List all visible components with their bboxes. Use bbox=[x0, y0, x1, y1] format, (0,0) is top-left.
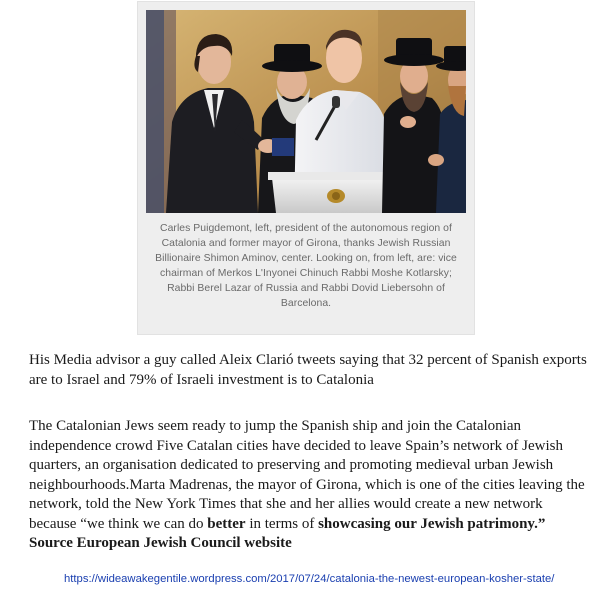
photo-figure bbox=[137, 1, 475, 335]
source-link[interactable]: https://wideawakegentile.wordpress.com/2017/07/24/catalonia-the-newest-european-kosher-state/ bbox=[64, 573, 555, 585]
body-paragraph-1: His Media advisor a guy called Aleix Clarió tweets saying that 32 percent of Spanish exports are to Israel and 79% of Israeli investment is to Catalonia bbox=[29, 352, 587, 388]
emphasis-better: better bbox=[207, 515, 246, 532]
body-paragraph-2 bbox=[29, 417, 589, 554]
emphasis-source: showcasing our Jewish patrimony.” Source European Jewish Council website bbox=[29, 515, 546, 551]
news-photo bbox=[146, 10, 466, 213]
paragraph-2-mid-text: in terms of bbox=[245, 515, 319, 532]
photo-caption: Carles Puigdemont, left, president of the autonomous region of Catalonia and former mayor of Girona, thanks Jewish Russian Billionaire Shimon Aminov, center. Looking on, from left, are: vice chairman of Merkos L'Inyonei Chinuch Rabbi Moshe Kotlarsky; Rabbi Berel Lazar of Russia and Rabbi Dovid Liebersohn of Barcelona. bbox=[155, 223, 457, 309]
paragraph-2-text: The Catalonian Jews seem ready to jump the Spanish ship and join the Catalonian independence crowd Five Catalan cities have decided to leave Spain’s network of Jewish quarters, an organisation dedicated to preserving and promoting medieval urban Jewish neighbourhoods.Marta Madrenas, the mayor of Girona, which is one of the cities leaving the network, told the New York Times that she and her allies would create a new network because “we think we can do bbox=[29, 418, 585, 532]
